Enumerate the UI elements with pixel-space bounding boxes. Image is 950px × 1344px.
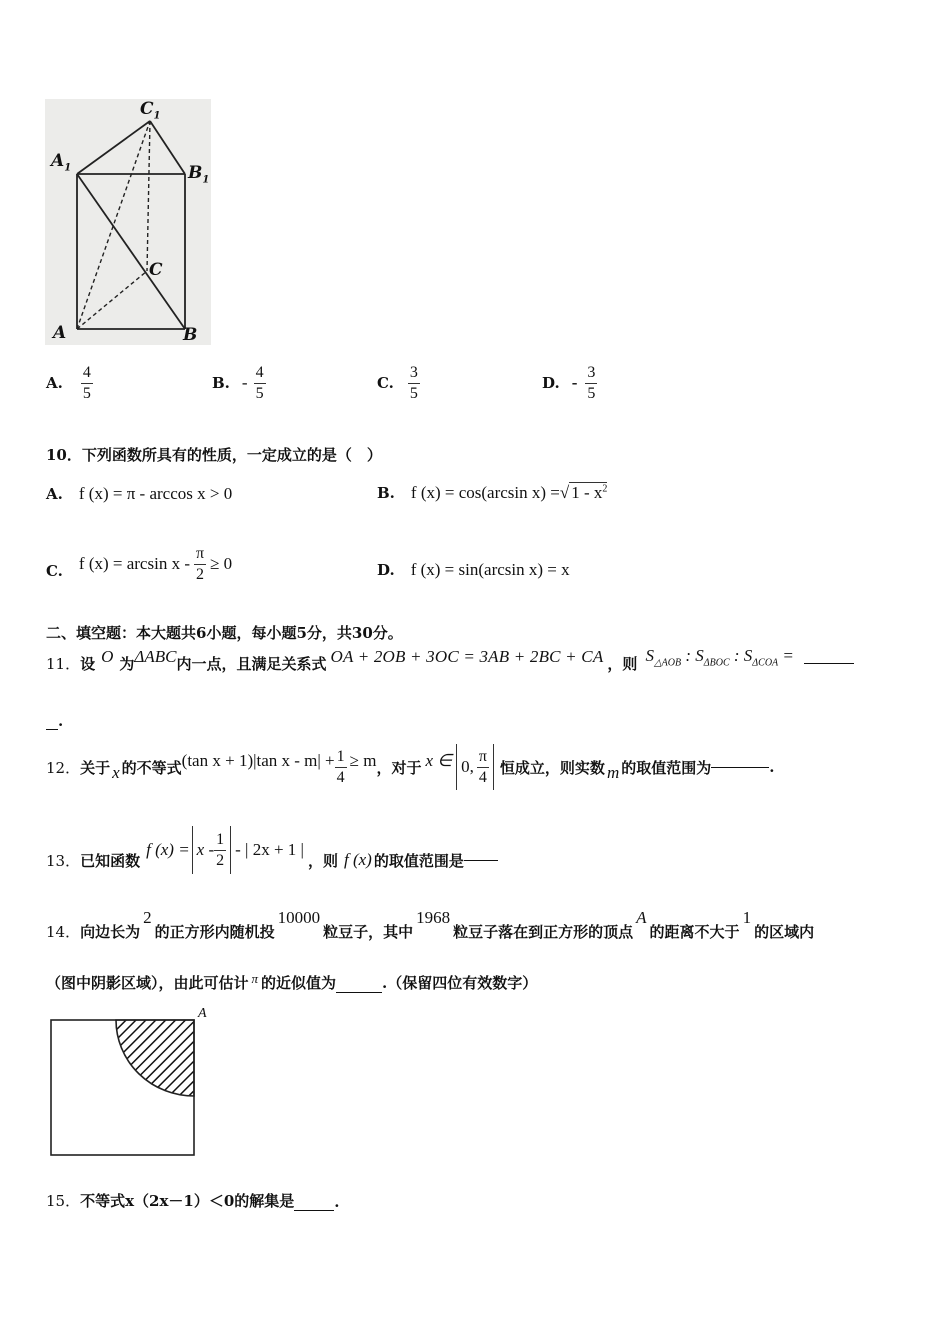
- q9-option-a: A. $\frac{4}{5}$: [46, 363, 91, 402]
- q10-option-b: B. f (x) = cos(arcsin x) = √ $1 - x^2$: [377, 482, 608, 502]
- label-b1: $B_1$: [188, 163, 210, 186]
- square-figure: [48, 1008, 218, 1160]
- label-a: A: [53, 323, 67, 343]
- q15-line: 15． 不等式x（2x－1）＜0的解集是 .: [46, 1192, 340, 1211]
- edge-cc1-dashed: [147, 121, 150, 271]
- label-b: B: [183, 325, 198, 345]
- label-c: C: [149, 260, 163, 280]
- q10-option-a: A. f (x) = π - arccos x > 0: [46, 484, 233, 503]
- label-a1: $A_1$: [51, 151, 72, 174]
- q13-line: 13． 已知函数 f (x) = x - $\frac{1}{2}$ - | 2x + 1 | ，则 f (x) 的取值范围是: [46, 824, 498, 876]
- q12-line: 12． 关于 x 的不等式 (tan x + 1)|tan x - m| + $\frac{1}{4}$ ≥ m ，对于 x ∈ 0, $\frac{\pi}{4}$ 恒成立，则实数 m 的取值范围为 .: [46, 742, 774, 792]
- edge-b1c1: [150, 121, 185, 174]
- q11-line2: .: [46, 712, 63, 730]
- q14-line2: （图中阴影区域），由此可估计 π 的近似值为 .（保留四位有效数字）: [46, 971, 538, 992]
- q10-option-c: C. f (x) = arcsin x - $\frac{\pi}{2}$ ≥ 0: [46, 544, 233, 583]
- label-c1: $C_1$: [140, 99, 161, 122]
- q14-line1: 14． 向边长为 2 的正方形内随机投 10000 粒豆子，其中 1968 粒豆子落在到正方形的顶点 A 的距离不大于 1 的区域内: [46, 908, 815, 941]
- prism-diagram: [45, 99, 211, 345]
- q10-option-d: D. f (x) = sin(arcsin x) = x: [377, 560, 570, 579]
- q9-option-d: D. - $\frac{3}{5}$: [542, 363, 596, 402]
- edge-a1c1: [77, 121, 150, 174]
- prism-figure: [45, 99, 211, 345]
- edge-a1b: [77, 174, 185, 329]
- label-vertex-a: A: [198, 1006, 207, 1021]
- section2-heading: 二、填空题：本大题共6小题，每小题5分，共30分。: [46, 624, 403, 642]
- q11-line1: 11． 设 O 为 ΔABC 内一点，且满足关系式 OA + 2OB + 3OC = 3AB + 2BC + CA ，则 $S_{\triangle AOB}$ : $S_{\Delta BOC}$ : $S_{\Delta COA}$ =: [46, 648, 906, 678]
- q9-option-c: C. $\frac{3}{5}$: [377, 363, 418, 402]
- q9-option-b: B. - $\frac{4}{5}$: [212, 363, 264, 402]
- q10-stem: 10．下列函数所具有的性质，一定成立的是（ ）: [46, 446, 382, 464]
- square-diagram: [48, 1008, 218, 1160]
